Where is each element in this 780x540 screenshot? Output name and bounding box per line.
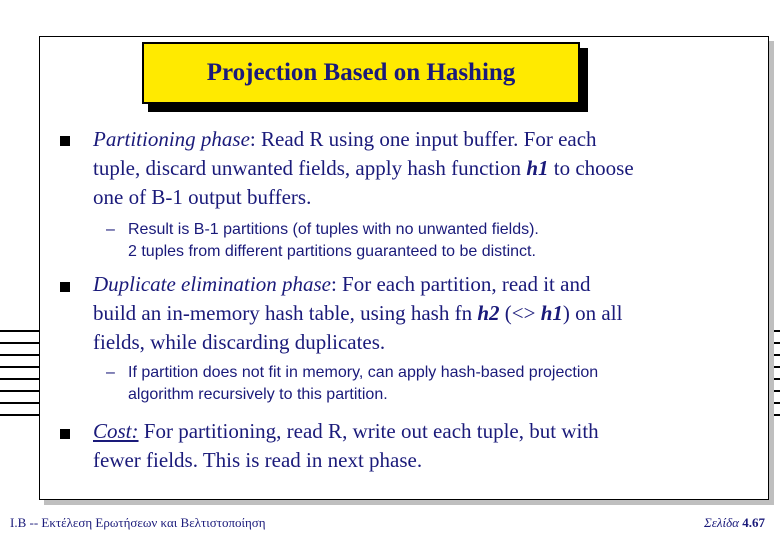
slide-title: Projection Based on Hashing (206, 59, 516, 86)
title-box (142, 42, 580, 104)
left-decorative-lines (0, 330, 40, 426)
bullet-square-icon (60, 136, 70, 146)
bullet-square-icon (60, 282, 70, 292)
footer-page-number: Σελίδα 4.67 (704, 515, 765, 530)
bullet-lead: Cost: (93, 419, 139, 443)
bullet-lead: Duplicate elimination phase (93, 272, 331, 296)
sub-recursive: – If partition does not fit in memory, can apply hash-based projection algorithm recursively to this partition. (106, 364, 599, 403)
bullet-duplicate-elimination: Duplicate elimination phase: For each partition, read it and build an in-memory hash table, using hash fn h2 (<> h1) on all fields, while discarding duplicates. (93, 272, 623, 354)
sub-result: – Result is B-1 partitions (of tuples with no unwanted fields). 2 tuples from different partitions guaranteed to be distinct. (106, 221, 539, 260)
footer-course-title: Ι.Β -- Εκτέλεση Ερωτήσεων και Βελτιστοποίηση (10, 515, 266, 530)
bullet-square-icon (60, 429, 70, 439)
bullet-lead: Partitioning phase (93, 127, 250, 151)
bullet-cost: Cost: For partitioning, read R, write out each tuple, but with fewer fields. This is read in next phase. (93, 419, 599, 472)
bullet-partitioning: Partitioning phase: Read R using one input buffer. For each tuple, discard unwanted fields, apply hash function h1 to choose one of B-1 output buffers. (93, 127, 634, 209)
